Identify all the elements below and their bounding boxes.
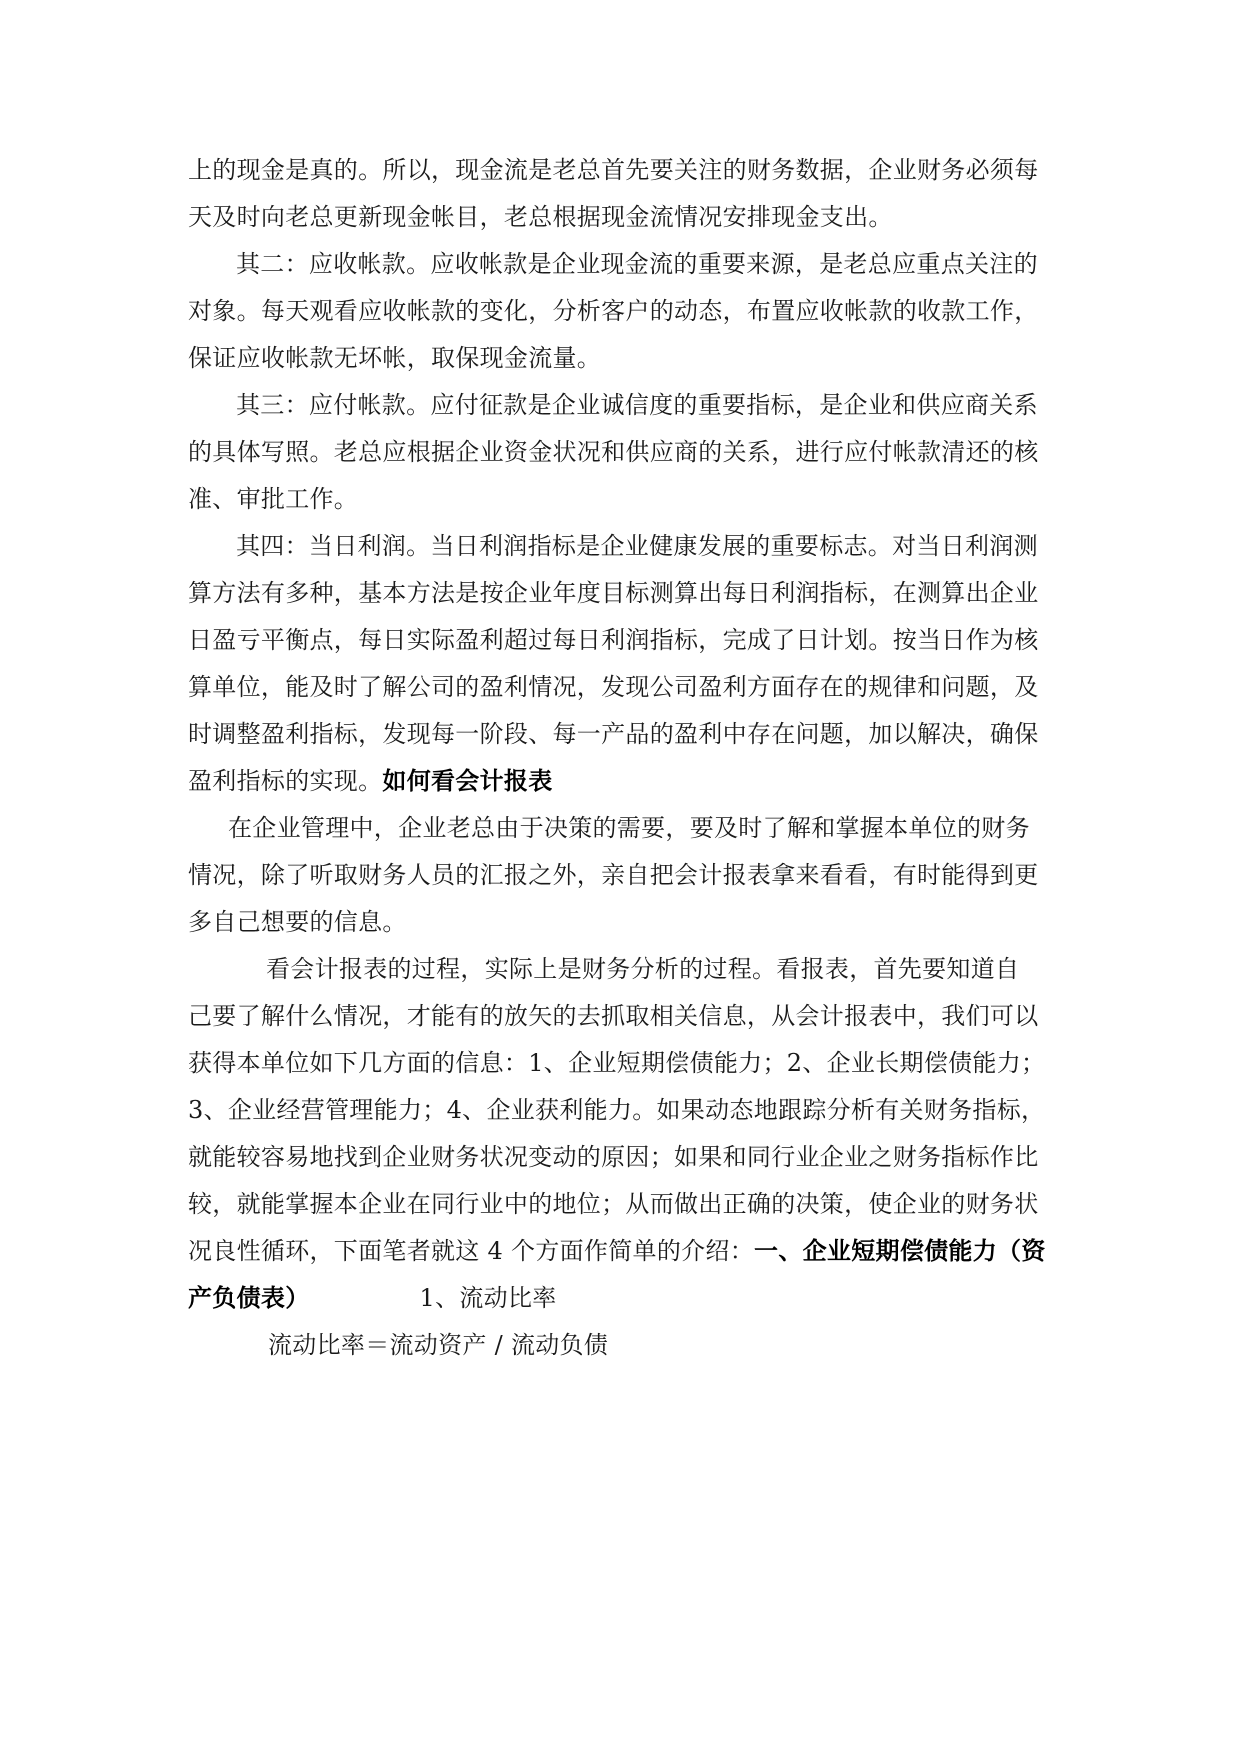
paragraph-line: 己要了解什么情况，才能有的放矢的去抓取相关信息，从会计报表中，我们可以: [188, 1002, 1039, 1030]
paragraph-line: 的具体写照。老总应根据企业资金状况和供应商的关系，进行应付帐款清还的核: [188, 438, 1039, 466]
paragraph-line: 日盈亏平衡点，每日实际盈利超过每日利润指标，完成了日计划。按当日作为核: [188, 626, 1039, 654]
paragraph-line: 在企业管理中，企业老总由于决策的需要，要及时了解和掌握本单位的财务: [228, 814, 1030, 842]
paragraph-line: 天及时向老总更新现金帐目，老总根据现金流情况安排现金支出。: [188, 203, 893, 231]
formula-line: 流动比率＝流动资产 / 流动负债: [268, 1331, 609, 1359]
paragraph-line: 情况，除了听取财务人员的汇报之外，亲自把会计报表拿来看看，有时能得到更: [188, 861, 1039, 889]
paragraph-line: 其二：应收帐款。应收帐款是企业现金流的重要来源，是老总应重点关注的: [236, 250, 1038, 278]
paragraph-line: 较，就能掌握本企业在同行业中的地位；从而做出正确的决策，使企业的财务状: [188, 1190, 1039, 1218]
paragraph-line: 算单位，能及时了解公司的盈利情况，发现公司盈利方面存在的规律和问题，及: [188, 673, 1039, 701]
paragraph-line: 时调整盈利指标，发现每一阶段、每一产品的盈利中存在问题，加以解决，确保: [188, 720, 1039, 748]
paragraph-line: 其三：应付帐款。应付征款是企业诚信度的重要指标，是企业和供应商关系: [236, 391, 1038, 419]
paragraph-line: 算方法有多种，基本方法是按企业年度目标测算出每日利润指标，在测算出企业: [188, 579, 1039, 607]
paragraph-line: 看会计报表的过程，实际上是财务分析的过程。看报表，首先要知道自: [266, 955, 1020, 983]
paragraph-line: [188, 1283, 557, 1313]
paragraph-line: 盈利指标的实现。如何看会计报表: [188, 766, 553, 795]
paragraph-line: 对象。每天观看应收帐款的变化，分析客户的动态，布置应收帐款的收款工作，: [188, 297, 1039, 325]
section-heading: 产负债表）: [188, 1283, 310, 1312]
paragraph-line: 保证应收帐款无坏帐，取保现金流量。: [188, 344, 602, 372]
paragraph-line: 3、企业经营管理能力；4、企业获利能力。如果动态地跟踪分析有关财务指标，: [188, 1096, 1046, 1124]
paragraph-line: 获得本单位如下几方面的信息：1、企业短期偿债能力；2、企业长期偿债能力；: [188, 1049, 1046, 1077]
subsection-heading: 1、流动比率: [419, 1284, 557, 1312]
paragraph-line: 况良性循环，下面笔者就这 4 个方面作简单的介绍：一、企业短期偿债能力（资: [188, 1236, 1046, 1265]
paragraph-line: 多自己想要的信息。: [188, 908, 407, 936]
paragraph-line: 准、审批工作。: [188, 485, 359, 513]
section-heading: 一、企业短期偿债能力（资: [754, 1236, 1046, 1265]
paragraph-line: 上的现金是真的。所以，现金流是老总首先要关注的财务数据，企业财务必须每: [188, 156, 1039, 184]
section-heading: 如何看会计报表: [382, 766, 553, 795]
paragraph-line: 其四：当日利润。当日利润指标是企业健康发展的重要标志。对当日利润测: [236, 532, 1038, 560]
paragraph-line: 就能较容易地找到企业财务状况变动的原因；如果和同行业企业之财务指标作比: [188, 1143, 1039, 1171]
